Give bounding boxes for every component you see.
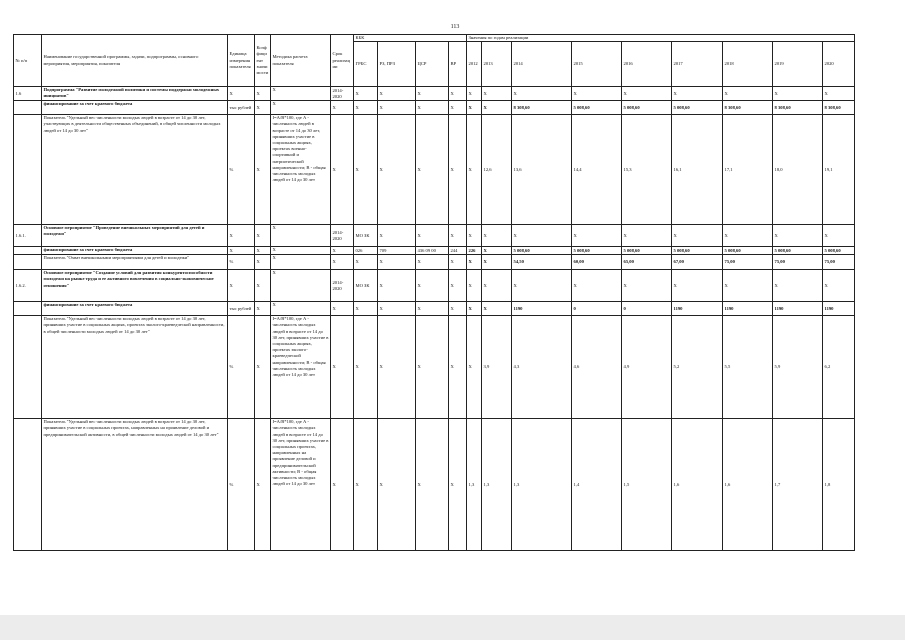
cell-vr: Х: [449, 87, 467, 101]
cell-year-value: 6,2: [823, 316, 855, 419]
cell-year-value: Х: [572, 225, 622, 247]
cell-vr: Х: [449, 255, 467, 270]
cell-name: финансирование за счет краевого бюджета: [42, 247, 228, 255]
cell-year-value: Х: [512, 87, 572, 101]
cell-coef: Х: [255, 419, 271, 551]
cell-num: [14, 419, 42, 551]
cell-grbs: МО ЗК: [354, 270, 378, 302]
cell-year-value: Х: [467, 316, 482, 419]
cell-vr: Х: [449, 115, 467, 225]
cell-name: Показатель "Удельный вес численности молодых людей в возрасте от 14 до 30 лет, участвующих в деятельности общественных объединений, в общей численности молодых людей от 14 до 30 лет": [42, 115, 228, 225]
cell-term: Х: [331, 255, 354, 270]
cell-year-value: 5 008,60: [672, 101, 723, 115]
header-rz: РЗ, ПРЗ: [378, 42, 416, 87]
cell-year-value: Х: [823, 225, 855, 247]
cell-year-value: 5 008,60: [622, 101, 672, 115]
cell-name: Показатель "Удельный вес численности молодых людей в возрасте от 14 до 30 лет, принявших участие в социальных проектах, направленных на проявление деловой и предпринимательской активности, в общей численности молодых людей от 14 до 30 лет": [42, 419, 228, 551]
cell-grbs: Х: [354, 115, 378, 225]
cell-unit: тыс рублей: [228, 302, 255, 316]
cell-coef: Х: [255, 270, 271, 302]
program-table: [13, 34, 855, 551]
header-years-group: Значения по годам реализации: [467, 35, 855, 42]
cell-grbs: Х: [354, 87, 378, 101]
header-term: Срок реализации: [331, 35, 354, 87]
cell-year-value: Х: [482, 101, 512, 115]
header-year: 2018: [723, 42, 773, 87]
cell-year-value: 5 008,60: [823, 247, 855, 255]
cell-year-value: Х: [482, 225, 512, 247]
header-name: Наименование государственной программы, задачи, подпрограммы, основного мероприятия, мероприятия, показателя: [42, 35, 228, 87]
cell-coef: Х: [255, 115, 271, 225]
cell-year-value: 13,6: [512, 115, 572, 225]
cell-year-value: Х: [773, 225, 823, 247]
table-row: [14, 316, 855, 419]
cell-year-value: Х: [512, 225, 572, 247]
cell-term: 2014-2020: [331, 270, 354, 302]
cell-year-value: Х: [482, 255, 512, 270]
cell-year-value: 75,00: [823, 255, 855, 270]
cell-rz: Х: [378, 255, 416, 270]
table-row: [14, 302, 855, 316]
cell-coef: Х: [255, 101, 271, 115]
cell-year-value: Х: [672, 87, 723, 101]
cell-csr: 436 09 00: [416, 247, 449, 255]
cell-year-value: 8 308,60: [823, 101, 855, 115]
cell-coef: Х: [255, 255, 271, 270]
cell-rz: Х: [378, 302, 416, 316]
cell-year-value: 5,9: [773, 316, 823, 419]
cell-year-value: 18,0: [773, 115, 823, 225]
cell-term: 2014-2020: [331, 225, 354, 247]
cell-year-value: 0: [572, 302, 622, 316]
cell-year-value: Х: [482, 302, 512, 316]
cell-year-value: Х: [482, 270, 512, 302]
cell-rz: Х: [378, 87, 416, 101]
cell-year-value: 1,5: [622, 419, 672, 551]
cell-year-value: 1,4: [572, 419, 622, 551]
table-row: [14, 225, 855, 247]
cell-csr: Х: [416, 419, 449, 551]
cell-year-value: Х: [467, 87, 482, 101]
header-vr: ВР: [449, 42, 467, 87]
cell-csr: Х: [416, 316, 449, 419]
cell-rz: Х: [378, 101, 416, 115]
cell-year-value: 60,00: [572, 255, 622, 270]
cell-year-value: 5 008,60: [672, 247, 723, 255]
cell-csr: Х: [416, 115, 449, 225]
cell-rz: Х: [378, 316, 416, 419]
cell-year-value: 5 008,60: [572, 247, 622, 255]
cell-year-value: Х: [672, 225, 723, 247]
cell-year-value: 14,4: [572, 115, 622, 225]
cell-vr: Х: [449, 302, 467, 316]
cell-name: Основное мероприятие "Создание условий для развития конкурентоспособности молодежи на рынке труда и ее активного вовлечения в социально-экономические отношения": [42, 270, 228, 302]
cell-grbs: Х: [354, 101, 378, 115]
cell-year-value: Х: [467, 270, 482, 302]
cell-method: I=A/B*100, где А - численность молодых людей в возрасте от 14 до 30 лет, принявших участие в социальных акциях, проектах эколого-краеведческой направленности; В - общая численность молодых людей от 14 до 30 лет: [271, 316, 331, 419]
cell-grbs: МО ЗК: [354, 225, 378, 247]
cell-num: [14, 247, 42, 255]
cell-year-value: 5 008,60: [572, 101, 622, 115]
cell-name: финансирование за счет краевого бюджета: [42, 302, 228, 316]
header-unit: Единица измерения показателя: [228, 35, 255, 87]
cell-year-value: 1,3: [482, 419, 512, 551]
cell-unit: Х: [228, 87, 255, 101]
cell-year-value: 8 308,60: [512, 101, 572, 115]
cell-csr: Х: [416, 302, 449, 316]
cell-csr: Х: [416, 101, 449, 115]
page-number: 113: [450, 24, 460, 30]
cell-year-value: Х: [467, 115, 482, 225]
cell-year-value: Х: [723, 270, 773, 302]
cell-num: [14, 316, 42, 419]
cell-grbs: 026: [354, 247, 378, 255]
cell-unit: Х: [228, 247, 255, 255]
cell-vr: Х: [449, 316, 467, 419]
cell-year-value: 4,3: [512, 316, 572, 419]
cell-year-value: 1,6: [672, 419, 723, 551]
cell-method: Х: [271, 225, 331, 247]
cell-year-value: 75,00: [773, 255, 823, 270]
header-year: 2017: [672, 42, 723, 87]
cell-coef: Х: [255, 247, 271, 255]
cell-year-value: 0: [622, 302, 672, 316]
cell-year-value: 226: [467, 247, 482, 255]
table-row: [14, 255, 855, 270]
header-year: 2019: [773, 42, 823, 87]
cell-coef: Х: [255, 87, 271, 101]
cell-year-value: Х: [723, 225, 773, 247]
cell-year-value: Х: [467, 225, 482, 247]
cell-num: [14, 101, 42, 115]
cell-term: Х: [331, 419, 354, 551]
cell-csr: Х: [416, 255, 449, 270]
cell-num: 1.6.2.: [14, 270, 42, 302]
cell-unit: %: [228, 115, 255, 225]
cell-year-value: 8 308,60: [773, 101, 823, 115]
header-year: 2020: [823, 42, 855, 87]
cell-year-value: 75,00: [723, 255, 773, 270]
cell-year-value: Х: [482, 87, 512, 101]
cell-unit: %: [228, 419, 255, 551]
cell-vr: Х: [449, 225, 467, 247]
cell-coef: Х: [255, 316, 271, 419]
header-year: 2014: [512, 42, 572, 87]
cell-year-value: Х: [572, 87, 622, 101]
cell-grbs: Х: [354, 419, 378, 551]
cell-num: 1.6.1.: [14, 225, 42, 247]
cell-year-value: Х: [467, 302, 482, 316]
cell-rz: Х: [378, 225, 416, 247]
cell-year-value: 54,50: [512, 255, 572, 270]
header-year: 2016: [622, 42, 672, 87]
cell-coef: Х: [255, 225, 271, 247]
cell-year-value: Х: [622, 225, 672, 247]
cell-rz: Х: [378, 419, 416, 551]
header-num: № п/п: [14, 35, 42, 87]
cell-year-value: 1,7: [773, 419, 823, 551]
cell-name: Подпрограмма "Развитие молодежной политики и системы поддержки молодежных инициатив": [42, 87, 228, 101]
table-row: [14, 101, 855, 115]
cell-year-value: 3,9: [482, 316, 512, 419]
cell-method: Х: [271, 101, 331, 115]
cell-term: Х: [331, 302, 354, 316]
cell-rz: Х: [378, 115, 416, 225]
cell-vr: 244: [449, 247, 467, 255]
cell-year-value: 5 008,60: [723, 247, 773, 255]
cell-term: Х: [331, 316, 354, 419]
cell-year-value: Х: [723, 87, 773, 101]
header-year: 2013: [482, 42, 512, 87]
cell-unit: Х: [228, 270, 255, 302]
cell-method: Х: [271, 247, 331, 255]
cell-rz: Х: [378, 270, 416, 302]
cell-rz: 709: [378, 247, 416, 255]
cell-name: финансирование за счет краевого бюджета: [42, 101, 228, 115]
cell-year-value: Х: [572, 270, 622, 302]
cell-unit: %: [228, 316, 255, 419]
cell-year-value: 4,9: [622, 316, 672, 419]
cell-year-value: 12,6: [482, 115, 512, 225]
cell-num: [14, 255, 42, 270]
cell-year-value: Х: [622, 270, 672, 302]
cell-year-value: 5 008,60: [622, 247, 672, 255]
cell-year-value: 5,5: [723, 316, 773, 419]
cell-coef: Х: [255, 302, 271, 316]
cell-year-value: Х: [482, 247, 512, 255]
cell-year-value: 15,3: [622, 115, 672, 225]
cell-grbs: Х: [354, 316, 378, 419]
cell-num: 1.6: [14, 87, 42, 101]
cell-year-value: 1,6: [723, 419, 773, 551]
header-coef: Коэффициент значимости: [255, 35, 271, 87]
cell-vr: Х: [449, 101, 467, 115]
cell-num: [14, 302, 42, 316]
cell-name: Показатель "Охват внешкольными мероприятиями для детей и молодежи": [42, 255, 228, 270]
cell-name: Показатель "Удельный вес численности молодых людей в возрасте от 14 до 30 лет, принявших участие в социальных акциях, проектах эколого-краеведческой направленности, в общей численности молодых людей от 14 до 30 лет": [42, 316, 228, 419]
cell-method: Х: [271, 302, 331, 316]
cell-year-value: Х: [512, 270, 572, 302]
table-row: [14, 247, 855, 255]
cell-year-value: 1190: [512, 302, 572, 316]
cell-year-value: 1,3: [467, 419, 482, 551]
header-csr: ЦСР: [416, 42, 449, 87]
cell-csr: Х: [416, 225, 449, 247]
cell-year-value: 8 308,60: [723, 101, 773, 115]
cell-term: Х: [331, 115, 354, 225]
cell-year-value: 1190: [672, 302, 723, 316]
viewer-bottom-strip: [0, 615, 905, 640]
cell-vr: Х: [449, 419, 467, 551]
header-year: 2015: [572, 42, 622, 87]
cell-term: Х: [331, 101, 354, 115]
cell-name: Основное мероприятие "Проведение внешкольных мероприятий для детей и молодежи": [42, 225, 228, 247]
cell-year-value: Х: [622, 87, 672, 101]
header-grbs: ГРБС: [354, 42, 378, 87]
cell-unit: тыс рублей: [228, 101, 255, 115]
cell-year-value: 5,2: [672, 316, 723, 419]
cell-year-value: Х: [773, 270, 823, 302]
cell-year-value: 1190: [823, 302, 855, 316]
cell-year-value: 5 008,60: [512, 247, 572, 255]
cell-year-value: 67,00: [672, 255, 723, 270]
cell-year-value: 65,00: [622, 255, 672, 270]
table-row: [14, 87, 855, 101]
cell-unit: Х: [228, 225, 255, 247]
cell-year-value: 1,8: [823, 419, 855, 551]
cell-grbs: Х: [354, 255, 378, 270]
table-row: [14, 270, 855, 302]
header-method: Методика расчета показателя: [271, 35, 331, 87]
cell-method: I=A/B*100, где А - численность людей в возрасте от 14 до 30 лет, принявших участие в социальных акциях, проектах военно-спортивной и патриотической направленности; В - общая численность молодых людей от 14 до 30 лет: [271, 115, 331, 225]
header-year: 2012: [467, 42, 482, 87]
table-row: [14, 115, 855, 225]
cell-num: [14, 115, 42, 225]
cell-year-value: 1,3: [512, 419, 572, 551]
cell-unit: %: [228, 255, 255, 270]
cell-term: Х: [331, 247, 354, 255]
cell-year-value: Х: [773, 87, 823, 101]
cell-year-value: 19,1: [823, 115, 855, 225]
cell-method: Х: [271, 87, 331, 101]
header-kbk: КБК: [354, 35, 467, 42]
cell-year-value: Х: [672, 270, 723, 302]
cell-vr: Х: [449, 270, 467, 302]
cell-year-value: Х: [823, 270, 855, 302]
cell-year-value: 5 008,60: [773, 247, 823, 255]
cell-year-value: 1190: [773, 302, 823, 316]
cell-year-value: Х: [467, 101, 482, 115]
cell-year-value: 17,1: [723, 115, 773, 225]
cell-method: Х: [271, 270, 331, 302]
cell-csr: Х: [416, 270, 449, 302]
cell-term: 2014-2020: [331, 87, 354, 101]
cell-year-value: 1190: [723, 302, 773, 316]
table-row: [14, 419, 855, 551]
cell-grbs: Х: [354, 302, 378, 316]
cell-year-value: 16,1: [672, 115, 723, 225]
cell-method: Х: [271, 255, 331, 270]
cell-method: I=A/B*100, где А - численность молодых людей в возрасте от 14 до 30 лет, принявших участие в социальных проектах, направленных на проявление деловой и предпринимательской активности; В - общая численность молодых людей от 14 до 30 лет: [271, 419, 331, 551]
cell-year-value: 4,6: [572, 316, 622, 419]
cell-year-value: Х: [467, 255, 482, 270]
cell-csr: Х: [416, 87, 449, 101]
cell-year-value: Х: [823, 87, 855, 101]
